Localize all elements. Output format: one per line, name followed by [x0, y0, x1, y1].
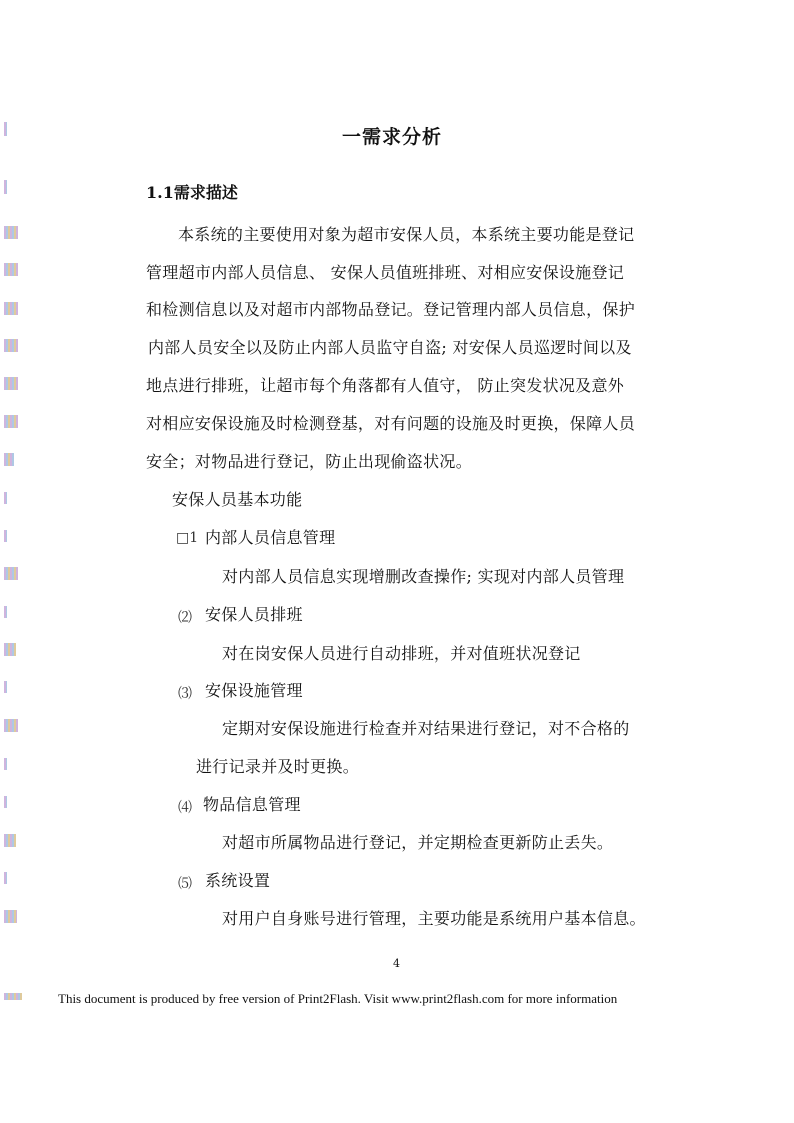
margin-artifact	[4, 302, 18, 315]
margin-artifact	[4, 758, 7, 770]
page-title: 一需求分析	[342, 126, 443, 148]
item-description: 对在岗安保人员进行自动排班，并对值班状况登记	[222, 644, 581, 663]
item-description: 对超市所属物品进行登记，并定期检查更新防止丢失。	[222, 833, 614, 852]
margin-artifact	[4, 339, 18, 352]
paragraph-line: 管理超市内部人员信息、 安保人员值班排班、对相应安保设施登记	[146, 263, 625, 282]
item-description: 对内部人员信息实现增删改查操作; 实现对内部人员管理	[222, 567, 625, 586]
margin-artifact	[4, 643, 16, 656]
margin-artifact	[4, 415, 18, 428]
item-title: 安保人员排班	[205, 605, 303, 624]
margin-artifact	[4, 492, 7, 504]
item-number: □1	[176, 530, 199, 546]
margin-artifact	[4, 910, 17, 923]
margin-artifact	[4, 122, 7, 136]
item-number: ⑸	[178, 876, 192, 892]
margin-artifact	[4, 719, 18, 732]
page-number: 4	[393, 957, 400, 970]
paragraph-line: 地点进行排班，让超市每个角落都有人值守， 防止突发状况及意外	[146, 376, 625, 395]
paragraph-line: 内部人员安全以及防止内部人员监守自盗; 对安保人员巡逻时间以及	[148, 338, 632, 357]
paragraph-line: 安全；对物品进行登记，防止出现偷盗状况。	[146, 452, 473, 471]
margin-artifact	[4, 263, 18, 276]
item-number: ⑷	[178, 800, 192, 816]
margin-artifact	[4, 993, 22, 1000]
item-description: 定期对安保设施进行检查并对结果进行登记，对不合格的	[222, 719, 630, 738]
item-title: 安保设施管理	[205, 681, 303, 700]
margin-artifact	[4, 872, 7, 884]
margin-artifact	[4, 606, 7, 618]
item-description: 对用户自身账号进行管理，主要功能是系统用户基本信息。	[222, 909, 646, 928]
item-number: ⑵	[178, 610, 192, 626]
item-description: 进行记录并及时更换。	[196, 757, 360, 776]
margin-artifact	[4, 377, 18, 390]
item-title: 物品信息管理	[203, 795, 301, 814]
functions-heading: 安保人员基本功能	[172, 490, 303, 509]
margin-artifact	[4, 226, 18, 239]
paragraph-line: 对相应安保设施及时检测登基，对有问题的设施及时更换，保障人员	[146, 414, 636, 433]
margin-artifact	[4, 567, 18, 580]
item-title: 内部人员信息管理	[205, 528, 336, 547]
margin-artifact	[4, 681, 7, 693]
paragraph-line: 和检测信息以及对超市内部物品登记。登记管理内部人员信息，保护	[146, 300, 636, 319]
margin-artifact	[4, 834, 16, 847]
margin-artifact	[4, 180, 7, 194]
item-title: 系统设置	[205, 871, 271, 890]
footer-text: This document is produced by free version of Print2Flash. Visit www.print2flash.com for more information	[58, 991, 618, 1006]
margin-artifact	[4, 796, 7, 808]
margin-artifact	[4, 453, 14, 466]
item-number: ⑶	[178, 686, 192, 702]
margin-artifact	[4, 530, 7, 542]
paragraph-line: 本系统的主要使用对象为超市安保人员，本系统主要功能是登记	[178, 225, 635, 244]
section-heading: 1.1需求描述	[146, 183, 238, 202]
